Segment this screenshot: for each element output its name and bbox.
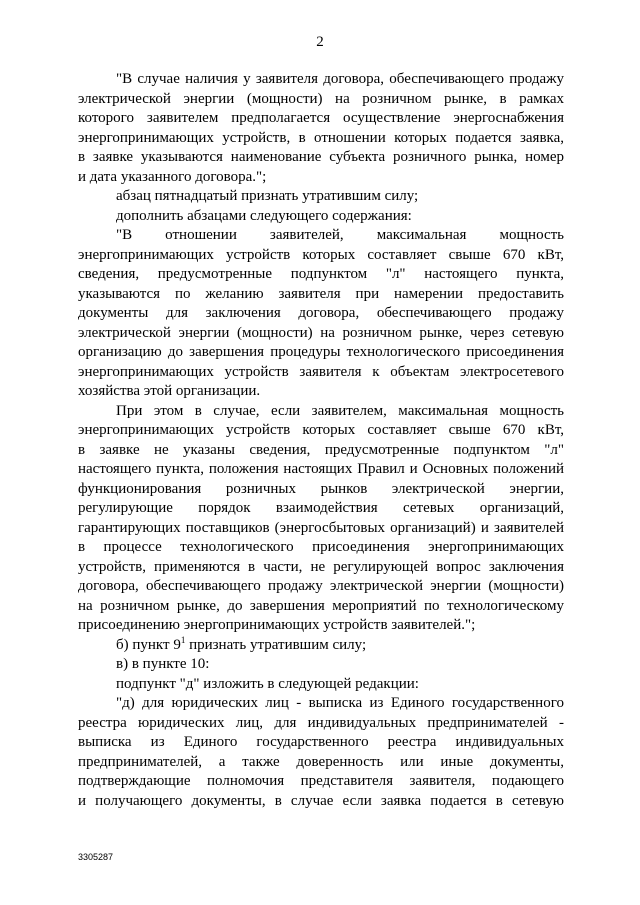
text-line: и дата указанного договора."; xyxy=(78,168,267,185)
text-line: "В отношении заявителей, максимальная мощность xyxy=(116,227,564,243)
paragraph xyxy=(78,675,564,695)
text-line: документы для заключения договора, обеспечивающего продажу xyxy=(78,305,564,321)
text-line xyxy=(78,636,564,656)
text-line: электрической энергии (мощности) на розничном рынке, через сетевую xyxy=(78,324,564,341)
text-line: присоединению энергопринимающих устройств заявителей."; xyxy=(78,617,476,633)
text-line: абзац пятнадцатый признать утратившим силу; xyxy=(116,188,419,204)
text-line: энергопринимающих устройств заявителя к объектам электросетевого xyxy=(78,363,564,380)
text-fragment: признать утратившим силу; xyxy=(185,636,367,653)
text-line: настоящего пункта, положения настоящих Правил и Основных положений xyxy=(78,461,564,477)
text-line: функционирования розничных рынков электрической энергии, xyxy=(78,480,564,497)
text-line: реестра юридических лиц, для индивидуальных предпринимателей - xyxy=(78,714,564,731)
text-line: договора, обеспечивающего продажу электрической энергии (мощности) xyxy=(78,578,564,594)
document-code: 3305287 xyxy=(78,852,114,862)
text-line: в заявке не указаны сведения, предусмотренные подпунктом "л" xyxy=(78,441,564,458)
text-line: "д) для юридических лиц - выписка из Единого государственного xyxy=(116,695,564,711)
text-line: энергопринимающих устройств которых составляет свыше 670 кВт, xyxy=(78,422,564,438)
paragraph xyxy=(78,636,564,656)
text-fragment: б) пункт 9 xyxy=(116,636,181,653)
text-line: подпункт "д" изложить в следующей редакции: xyxy=(116,675,419,692)
paragraph xyxy=(78,70,564,187)
text-line: гарантирующих поставщиков (энергосбытовых организаций) и заявителей xyxy=(78,519,564,536)
text-line: организацию до завершения процедуры технологического присоединения xyxy=(78,344,564,360)
text-line: дополнить абзацами следующего содержания: xyxy=(116,207,412,224)
text-line: которого заявителем предполагается осуществление энергоснабжения xyxy=(78,110,564,126)
text-line: электрической энергии (мощности) на розничном рынке, в рамках xyxy=(78,90,564,107)
text-line: регулирующие порядок взаимодействия сетевых организаций, xyxy=(78,500,564,516)
paragraph xyxy=(78,402,564,636)
paragraph xyxy=(78,187,564,207)
text-line: При этом в случае, если заявителем, максимальная мощность xyxy=(116,402,564,419)
text-line: на розничном рынке, до завершения мероприятий по технологическому xyxy=(78,597,564,614)
text-line: устройств, применяются в части, не регулирующей вопрос заключения xyxy=(78,558,564,575)
text-line: предпринимателей, а также доверенность или иные документы, xyxy=(78,753,564,770)
text-line: в процессе технологического присоединения энергопринимающих xyxy=(78,539,564,555)
paragraph xyxy=(78,694,564,811)
text-line: сведения, предусмотренные подпунктом "л" настоящего пункта, xyxy=(78,266,564,282)
paragraph xyxy=(78,655,564,675)
text-line: в) в пункте 10: xyxy=(116,656,210,672)
text-line: выписка из Единого государственного реестра индивидуальных xyxy=(78,734,564,750)
paragraph xyxy=(78,207,564,227)
text-line: в заявке указываются наименование субъекта розничного рынка, номер xyxy=(78,149,564,165)
text-line: энергопринимающих устройств которых составляет свыше 670 кВт, xyxy=(78,246,564,263)
superscript: 1 xyxy=(180,634,186,645)
text-line: указываются по желанию заявителя при намерении предоставить xyxy=(78,285,564,302)
text-line: подтверждающие полномочия представителя заявителя, подающего xyxy=(78,773,564,789)
text-line: и получающего документы, в случае если заявка подается в сетевую xyxy=(78,792,564,809)
text-line: хозяйства этой организации. xyxy=(78,383,261,399)
text-line: "В случае наличия у заявителя договора, обеспечивающего продажу xyxy=(116,71,564,87)
paragraph xyxy=(78,226,564,402)
text-line: энергопринимающих устройств, в отношении которых подается заявка, xyxy=(78,129,564,146)
page-number: 2 xyxy=(316,34,324,50)
document-body xyxy=(78,70,564,811)
